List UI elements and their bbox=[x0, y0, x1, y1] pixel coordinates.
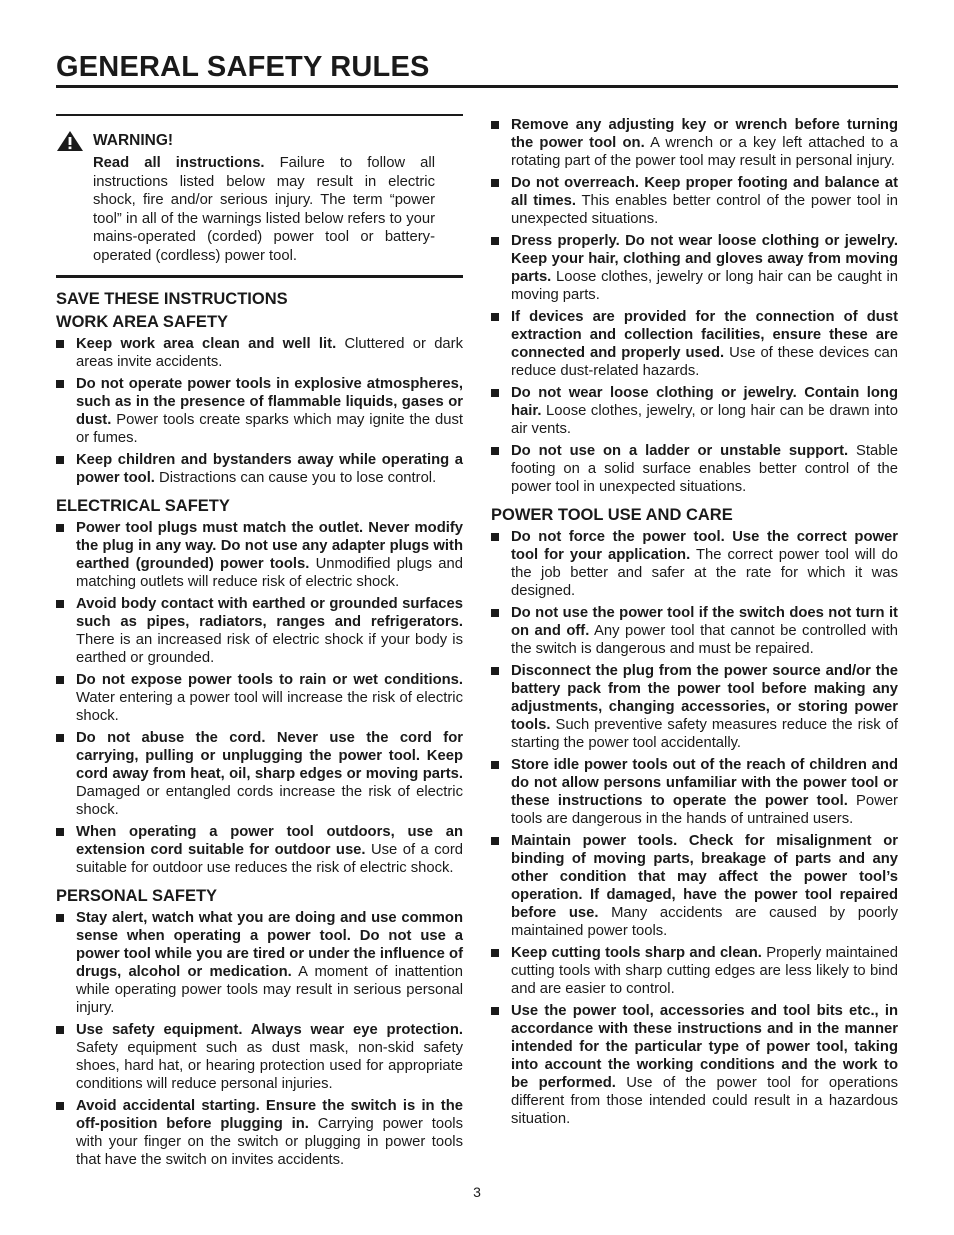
rule-text: A wrench or a key left attached to a rotating part of the power tool may result in personal injury. bbox=[511, 135, 898, 169]
rule-item bbox=[491, 308, 898, 380]
rule-item bbox=[491, 944, 898, 998]
rule-lead: Keep work area clean and well lit. bbox=[76, 335, 337, 352]
rule-item bbox=[56, 451, 463, 487]
rule-item bbox=[491, 116, 898, 170]
rule-item bbox=[491, 174, 898, 228]
rule-lead: Do not expose power tools to rain or wet conditions. bbox=[76, 671, 463, 688]
rule-lead: Use the power tool, accessories and tool bits etc., in accordance with these instructions and in the manner intended for the particular type of power tool, taking into account the working conditions and the work to be performed. bbox=[511, 1003, 898, 1091]
rule-lead: Disconnect the plug from the power source and/or the battery pack from the power tool before making any adjustments, changing accessories, or storing power tools. bbox=[511, 663, 898, 733]
rule-lead: Do not force the power tool. Use the correct power tool for your application. bbox=[511, 529, 898, 563]
warning-header bbox=[56, 130, 435, 152]
rule-lead: Avoid body contact with earthed or grounded surfaces such as pipes, radiators, ranges and refrigerators. bbox=[76, 595, 463, 630]
rule-item bbox=[491, 384, 898, 438]
rule-lead: Do not use on a ladder or unstable support. bbox=[511, 443, 849, 459]
rule-item bbox=[56, 595, 463, 667]
right-column bbox=[491, 116, 898, 1132]
rule-lead: Do not use the power tool if the switch does not turn it on and off. bbox=[511, 605, 898, 639]
page-number: 3 bbox=[473, 1184, 481, 1200]
rule-text: Loose clothes, jewelry, or long hair can be drawn into air vents. bbox=[511, 403, 898, 437]
rule-item bbox=[491, 1002, 898, 1128]
rule-item bbox=[491, 832, 898, 940]
rule-text: Damaged or entangled cords increase the risk of electric shock. bbox=[76, 783, 463, 818]
rule-text: Many accidents are caused by poorly maintained power tools. bbox=[511, 905, 898, 939]
rule-text: Power tools create sparks which may ignite the dust or fumes. bbox=[76, 411, 463, 446]
rule-text: Loose clothes, jewelry or long hair can be caught in moving parts. bbox=[511, 269, 898, 303]
rule-item bbox=[56, 671, 463, 725]
left-column bbox=[56, 114, 463, 1173]
rule-text: Carrying power tools with your finger on the switch or plugging in power tools that have the switch on invites accidents. bbox=[76, 1115, 463, 1168]
rule-lead: Do not wear loose clothing or jewelry. Contain long hair. bbox=[511, 385, 898, 419]
save-instructions-heading: SAVE THESE INSTRUCTIONS bbox=[56, 289, 288, 308]
warning-triangle-icon bbox=[56, 130, 84, 152]
rule-item bbox=[491, 604, 898, 658]
rule-text: This enables better control of the power tool in unexpected situations. bbox=[511, 193, 899, 227]
rule-item bbox=[56, 909, 463, 1017]
rule-text: A moment of inattention while operating power tools may result in serious personal injury. bbox=[76, 963, 463, 1016]
rule-text: There is an increased risk of electric shock if your body is earthed or grounded. bbox=[76, 631, 463, 666]
rule-item bbox=[56, 375, 463, 447]
rule-text: Water entering a power tool will increase the risk of electric shock. bbox=[76, 689, 463, 724]
rule-text: Any power tool that cannot be controlled with the switch is dangerous and must be repaired. bbox=[511, 623, 898, 657]
rule-item bbox=[56, 1021, 463, 1093]
rule-lead: Do not abuse the cord. Never use the cord for carrying, pulling or unplugging the power tool. Keep cord away from heat, oil, sharp edges or moving parts. bbox=[76, 729, 463, 782]
rule-item bbox=[56, 823, 463, 877]
rule-text: Use of these devices can reduce dust-related hazards. bbox=[511, 345, 898, 379]
rule-lead: Remove any adjusting key or wrench before turning the power tool on. bbox=[511, 117, 898, 151]
warning-text bbox=[56, 154, 435, 266]
rule-item bbox=[56, 1097, 463, 1169]
rule-text: Such preventive safety measures reduce the risk of starting the power tool accidentally. bbox=[511, 717, 898, 751]
work-area-heading: WORK AREA SAFETY bbox=[56, 312, 229, 331]
personal-list bbox=[56, 909, 463, 1169]
title-rule bbox=[56, 85, 898, 88]
rule-lead: Keep cutting tools sharp and clean. bbox=[511, 945, 762, 961]
rule-lead: Store idle power tools out of the reach of children and do not allow persons unfamiliar with the power tool or these instructions to operate the power tool. bbox=[511, 757, 898, 809]
rule-item bbox=[56, 519, 463, 591]
rule-item bbox=[491, 232, 898, 304]
rule-text: Unmodified plugs and matching outlets will reduce risk of electric shock. bbox=[76, 555, 463, 590]
personal-heading: PERSONAL SAFETY bbox=[56, 886, 218, 905]
electrical-list bbox=[56, 519, 463, 877]
power-tool-heading: POWER TOOL USE AND CARE bbox=[491, 506, 733, 524]
rule-text: Power tools are dangerous in the hands of untrained users. bbox=[511, 793, 898, 827]
work-area-list bbox=[56, 335, 463, 487]
rule-lead: When operating a power tool outdoors, use an extension cord suitable for outdoor use. bbox=[76, 823, 463, 858]
rule-text: Distractions can cause you to lose control. bbox=[154, 469, 437, 486]
rule-item bbox=[56, 729, 463, 819]
rule-item bbox=[491, 662, 898, 752]
warning-body: Failure to follow all instructions listed below may result in electric shock, fire and/or serious injury. The term “power tool” in all of the warnings listed below refers to your mains-operated (corded) power tool or battery-operated (cordless) power tool. bbox=[93, 155, 435, 264]
rule-lead: Maintain power tools. Check for misalignment or binding of moving parts, breakage of parts and any other condition that may affect the power tool’s operation. If damaged, have the power tool repaired before use. bbox=[511, 833, 898, 921]
rule-text: The correct power tool will do the job better and safer at the rate for which it was designed. bbox=[511, 547, 898, 599]
warning-box bbox=[56, 114, 463, 278]
power-tool-list bbox=[491, 528, 898, 1128]
rule-lead: Use safety equipment. Always wear eye protection. bbox=[76, 1021, 463, 1038]
page-title: GENERAL SAFETY RULES bbox=[56, 51, 430, 83]
rule-text: Properly maintained cutting tools with sharp cutting edges are less likely to bind and are easier to control. bbox=[511, 945, 898, 997]
rule-text: Stable footing on a solid surface enables better control of the power tool in unexpected situations. bbox=[511, 443, 898, 495]
rule-text: Use of a cord suitable for outdoor use reduces the risk of electric shock. bbox=[76, 841, 463, 876]
rule-lead: Keep children and bystanders away while operating a power tool. bbox=[76, 451, 463, 486]
warning-lead: Read all instructions. bbox=[93, 155, 265, 171]
rule-item bbox=[491, 528, 898, 600]
rule-item bbox=[491, 756, 898, 828]
rule-lead: Power tool plugs must match the outlet. Never modify the plug in any way. Do not use any adapter plugs with earthed (grounded) power tools. bbox=[76, 519, 463, 572]
warning-label: WARNING! bbox=[93, 132, 174, 149]
rule-item bbox=[491, 442, 898, 496]
rule-lead: Avoid accidental starting. Ensure the switch is in the off-position before plugging in. bbox=[76, 1097, 463, 1132]
rule-item bbox=[56, 335, 463, 371]
rule-text: Cluttered or dark areas invite accidents. bbox=[76, 335, 463, 370]
personal-cont-list bbox=[491, 116, 898, 496]
rule-text: Safety equipment such as dust mask, non-skid safety shoes, hard hat, or hearing protection used for appropriate conditions will reduce personal injuries. bbox=[76, 1039, 463, 1092]
rule-lead: Dress properly. Do not wear loose clothing or jewelry. Keep your hair, clothing and gloves away from moving parts. bbox=[511, 233, 898, 285]
rule-text: Use of the power tool for operations different from those intended could result in a hazardous situation. bbox=[511, 1075, 898, 1127]
rule-lead: Stay alert, watch what you are doing and use common sense when operating a power tool. Do not use a power tool while you are tired or under the influence of drugs, alcohol or medication. bbox=[76, 909, 463, 980]
electrical-heading: ELECTRICAL SAFETY bbox=[56, 496, 230, 515]
rule-lead: Do not operate power tools in explosive atmospheres, such as in the presence of flammable liquids, gases or dust. bbox=[76, 375, 463, 428]
rule-lead: Do not overreach. Keep proper footing and balance at all times. bbox=[511, 175, 898, 209]
rule-lead: If devices are provided for the connection of dust extraction and collection facilities, ensure these are connected and properly used. bbox=[511, 309, 898, 361]
